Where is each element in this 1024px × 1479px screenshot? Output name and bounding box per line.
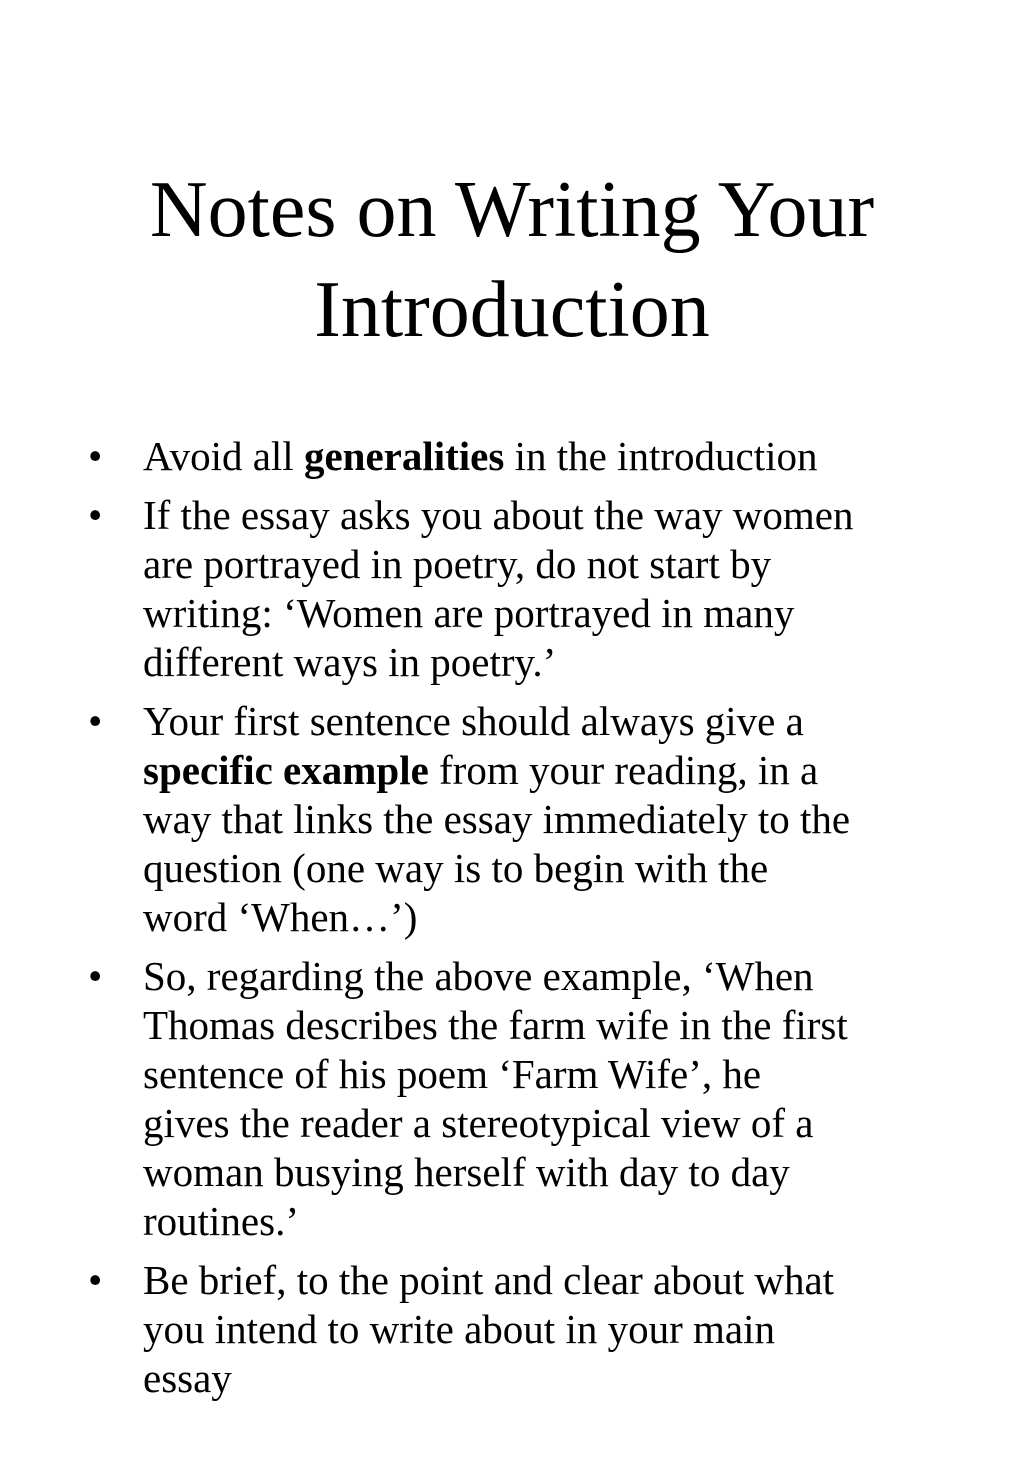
bullet-line [143,1001,964,1050]
bullet-text: from your reading, in a [428,747,819,793]
bullet-text: Thomas describes the farm wife in the first [143,1002,848,1048]
bullet-line [143,540,964,589]
bullet-dot-icon: • [88,953,103,999]
bullet-line [143,1354,964,1403]
bullet-text: woman busying herself with day to day [143,1149,790,1195]
bullet-line [143,893,964,942]
bullet-dot-icon: • [88,433,103,479]
bullet-text: gives the reader a stereotypical view of a [143,1100,814,1146]
bullet-text: sentence of his poem ‘Farm Wife’, he [143,1051,762,1097]
bullet-dot-icon: • [88,698,103,744]
bullet-dot-icon: • [88,1257,103,1303]
bullet-line [143,844,964,893]
bullet-text: word ‘When…’) [143,894,418,940]
bullet-text: routines.’ [143,1198,299,1244]
bullet-text: So, regarding the above example, ‘When [143,953,814,999]
bullet-line [143,746,964,795]
bullet-item [0,432,1024,481]
bullet-text: different ways in poetry.’ [143,639,557,685]
bullet-line [143,697,964,746]
bullet-line [143,589,964,638]
bullet-text: way that links the essay immediately to the [143,796,851,842]
page-title [0,160,1024,360]
bullet-line [143,1256,964,1305]
bullet-text: question (one way is to begin with the [143,845,769,891]
title-line-2: Introduction [314,266,710,354]
bullet-text: essay [143,1355,232,1401]
bullet-dot-icon: • [88,492,103,538]
bullet-line [143,1050,964,1099]
bullet-text: you intend to write about in your main [143,1306,775,1352]
emphasis-text: generalities [303,433,505,479]
bullet-line [143,1099,964,1148]
bullet-line [143,1148,964,1197]
bullet-text: Avoid all [143,433,304,479]
bullet-text: If the essay asks you about the way women [143,492,854,538]
bullet-text: Your first sentence should always give a [143,698,804,744]
bullet-text: are portrayed in poetry, do not start by [143,541,772,587]
bullet-item [0,697,1024,942]
bullet-line [143,795,964,844]
bullet-line [143,1305,964,1354]
bullet-line [143,638,964,687]
bullet-list [0,432,1024,1413]
bullet-item [0,491,1024,687]
title-line-1: Notes on Writing Your [149,166,875,254]
bullet-text: writing: ‘Women are portrayed in many [143,590,795,636]
bullet-line [143,432,964,481]
bullet-item [0,952,1024,1246]
bullet-line [143,952,964,1001]
bullet-line [143,491,964,540]
bullet-text: Be brief, to the point and clear about what [143,1257,835,1303]
bullet-text: in the introduction [504,433,818,479]
emphasis-text: specific example [143,747,429,793]
bullet-line [143,1197,964,1246]
bullet-item [0,1256,1024,1403]
